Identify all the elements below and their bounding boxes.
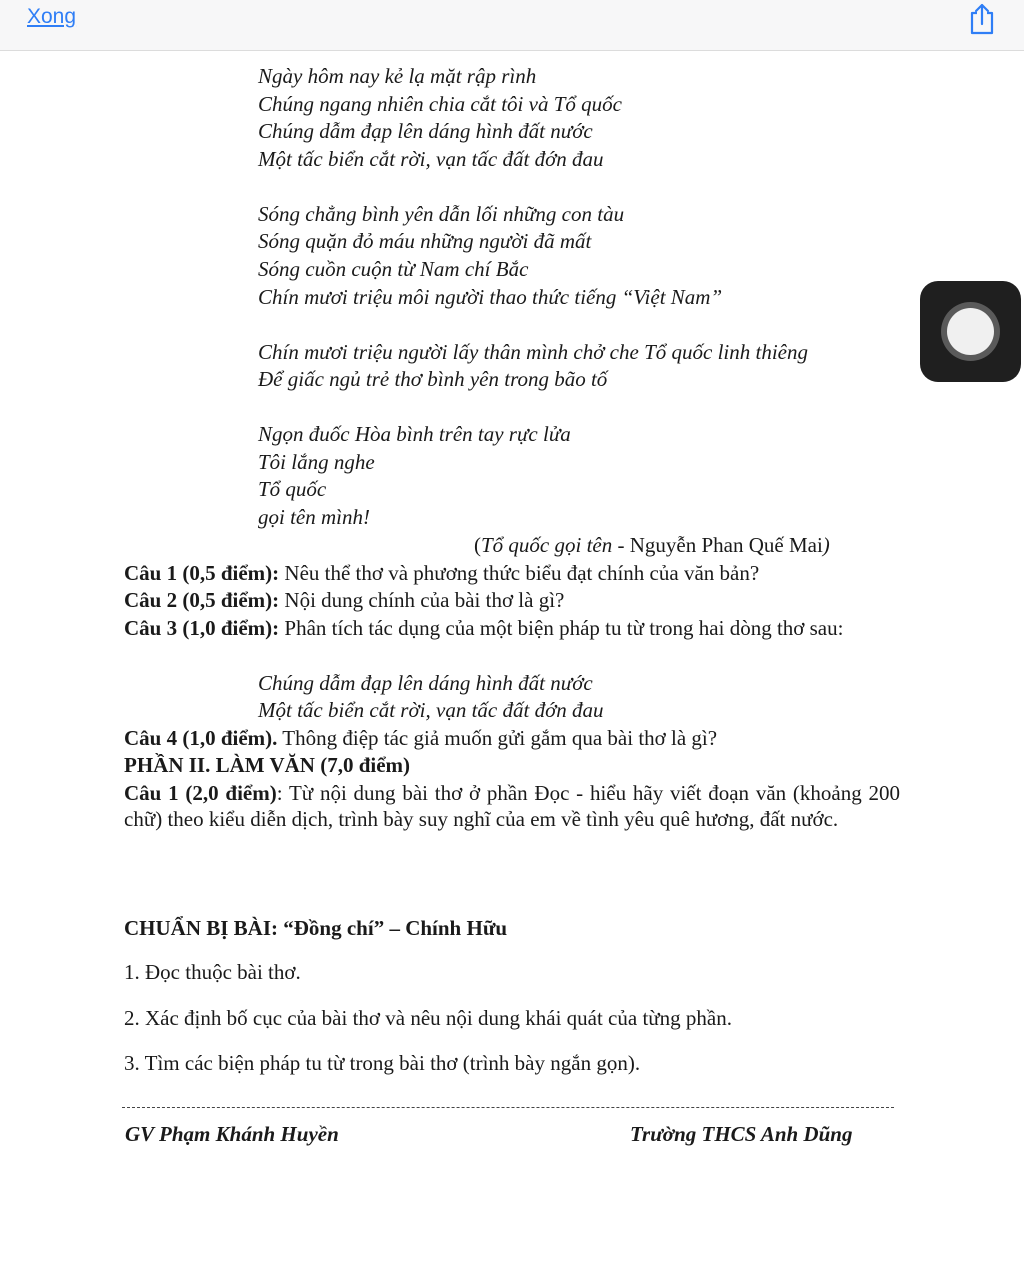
poem-line: Ngày hôm nay kẻ lạ mặt rập rình [258, 64, 537, 88]
document-page [0, 51, 1024, 1278]
question-3: Câu 3 (1,0 điểm): Phân tích tác dụng của một biện pháp tu từ trong hai dòng thơ sau: [124, 616, 844, 640]
part2-question-1: Câu 1 (2,0 điểm): Từ nội dung bài thơ ở phần Đọc - hiểu hãy viết đoạn văn (khoảng 200 chữ) theo kiểu diễn dịch, trình bày suy nghĩ của em về tình yêu quê hương, đất nước. [124, 781, 900, 831]
question-1: Câu 1 (0,5 điểm): Nêu thể thơ và phương thức biểu đạt chính của văn bản? [124, 561, 760, 585]
question-4: Câu 4 (1,0 điểm). Thông điệp tác giả muốn gửi gắm qua bài thơ là gì? [124, 726, 718, 750]
quoted-line: Một tấc biển cắt rời, vạn tấc đất đớn đau [258, 698, 604, 722]
footer-school: Trường THCS Anh Dũng [630, 1122, 853, 1146]
prep-item: 1. Đọc thuộc bài thơ. [124, 960, 301, 984]
prep-item: 3. Tìm các biện pháp tu từ trong bài thơ (trình bày ngắn gọn). [124, 1051, 641, 1075]
assistive-touch-button[interactable] [920, 281, 1021, 382]
poem-line: Chín mươi triệu người lấy thân mình chở che Tổ quốc linh thiêng [258, 340, 808, 364]
poem-source: (Tổ quốc gọi tên - Nguyễn Phan Quế Mai) [474, 533, 830, 557]
prep-heading: CHUẨN BỊ BÀI: “Đồng chí” – Chính Hữu [124, 916, 508, 940]
prep-item: 2. Xác định bố cục của bài thơ và nêu nội dung khái quát của từng phần. [124, 1006, 732, 1030]
done-button[interactable]: Xong [27, 5, 77, 28]
poem-line: Chúng dẫm đạp lên dáng hình đất nước [258, 119, 593, 143]
poem-line: Một tấc biển cắt rời, vạn tấc đất đớn đau [258, 147, 604, 171]
poem-line: Ngọn đuốc Hòa bình trên tay rực lửa [258, 422, 571, 446]
poem-line: Để giấc ngủ trẻ thơ bình yên trong bão tố [258, 367, 608, 391]
poem-line: Sóng quặn đỏ máu những người đã mất [258, 229, 592, 253]
question-2: Câu 2 (0,5 điểm): Nội dung chính của bài thơ là gì? [124, 588, 565, 612]
viewer-toolbar [0, 0, 1024, 51]
poem-line: Tôi lắng nghe [258, 450, 375, 474]
poem-line: Chúng ngang nhiên chia cắt tôi và Tổ quốc [258, 92, 622, 116]
poem-line: Chín mươi triệu môi người thao thức tiếng “Việt Nam” [258, 285, 723, 309]
part2-heading: PHẦN II. LÀM VĂN (7,0 điểm) [124, 753, 411, 777]
poem-line: gọi tên mình! [258, 505, 370, 529]
assistive-touch-icon [941, 302, 1000, 361]
quoted-line: Chúng dẫm đạp lên dáng hình đất nước [258, 671, 593, 695]
footer-teacher: GV Phạm Khánh Huyền [125, 1122, 339, 1146]
dashed-divider [122, 1107, 894, 1108]
poem-line: Tổ quốc [258, 477, 327, 501]
poem-line: Sóng chẳng bình yên dẫn lối những con tàu [258, 202, 625, 226]
share-icon[interactable] [966, 2, 998, 36]
poem-line: Sóng cuồn cuộn từ Nam chí Bắc [258, 257, 529, 281]
